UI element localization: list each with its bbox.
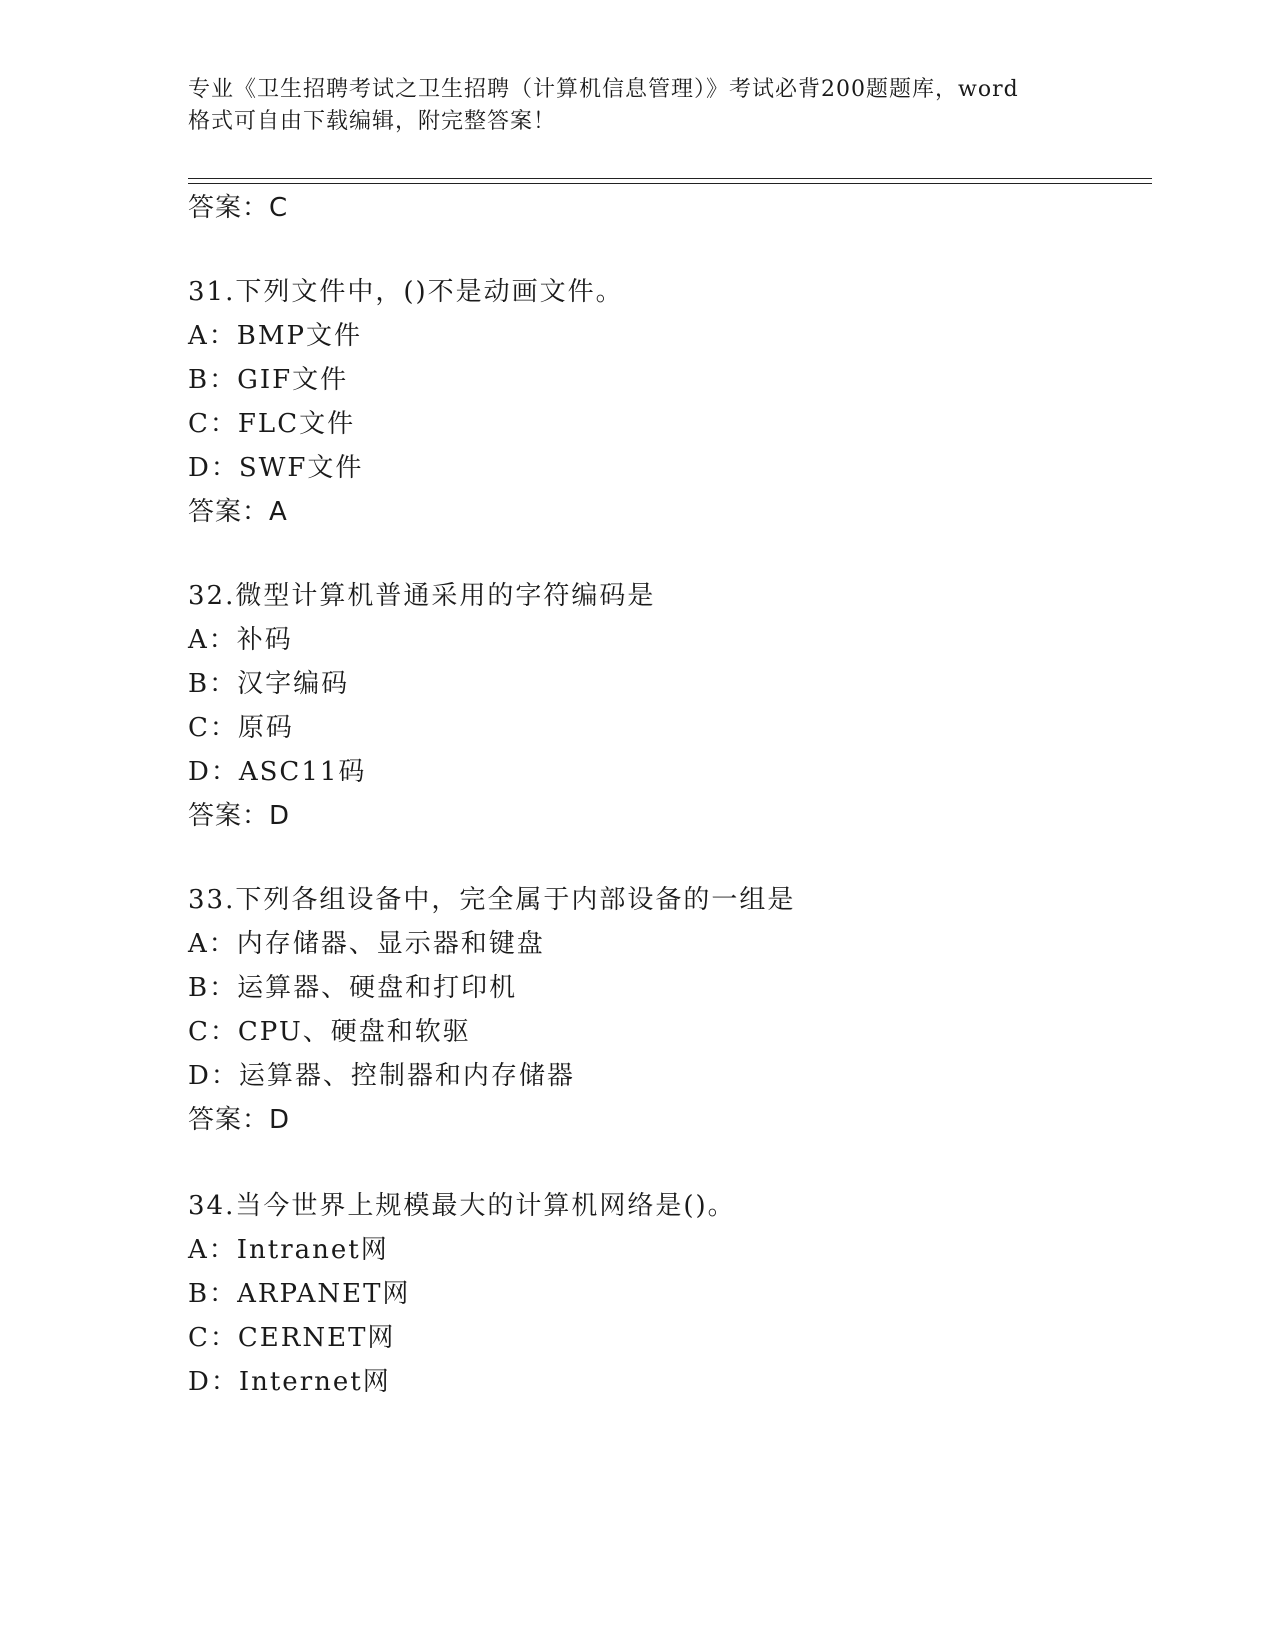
question-34-option-c: C：CERNET网 (188, 1323, 396, 1353)
question-31-option-b: B：GIF文件 (188, 365, 349, 395)
header-divider-bottom (188, 183, 1152, 184)
question-31-stem: 31.下列文件中，()不是动画文件。 (188, 277, 624, 307)
document-header (188, 74, 1088, 138)
question-33-option-c: C：CPU、硬盘和软驱 (188, 1017, 471, 1047)
question-34-option-a: A：Intranet网 (188, 1235, 389, 1265)
question-32-stem: 32.微型计算机普通采用的字符编码是 (188, 581, 656, 611)
answer-prev: 答案：C (188, 193, 289, 223)
question-34-stem: 34.当今世界上规模最大的计算机网络是()。 (188, 1191, 736, 1221)
question-33-option-b: B：运算器、硬盘和打印机 (188, 973, 518, 1003)
question-32-option-a: A：补码 (188, 625, 293, 655)
question-31-option-a: A：BMP文件 (188, 321, 362, 351)
question-34-option-d: D：Internet网 (188, 1367, 391, 1397)
question-32-option-d: D：ASC11码 (188, 757, 367, 787)
question-34-option-b: B：ARPANET网 (188, 1279, 411, 1309)
question-31-answer: 答案：A (188, 497, 288, 527)
question-33-stem: 33.下列各组设备中，完全属于内部设备的一组是 (188, 885, 796, 915)
question-31-option-d: D：SWF文件 (188, 453, 364, 483)
question-33-option-d: D：运算器、控制器和内存储器 (188, 1061, 575, 1091)
question-33-answer: 答案：D (188, 1105, 291, 1135)
question-32-option-b: B：汉字编码 (188, 669, 350, 699)
header-divider-top (188, 178, 1152, 179)
question-32-option-c: C：原码 (188, 713, 294, 743)
question-32-answer: 答案：D (188, 801, 291, 831)
question-33-option-a: A：内存储器、显示器和键盘 (188, 929, 545, 959)
header-line-2: 格式可自由下载编辑，附完整答案！ (188, 109, 557, 134)
question-31-option-c: C：FLC文件 (188, 409, 356, 439)
header-line-1: 专业《卫生招聘考试之卫生招聘（计算机信息管理）》考试必背200题题库，word (188, 77, 1019, 102)
